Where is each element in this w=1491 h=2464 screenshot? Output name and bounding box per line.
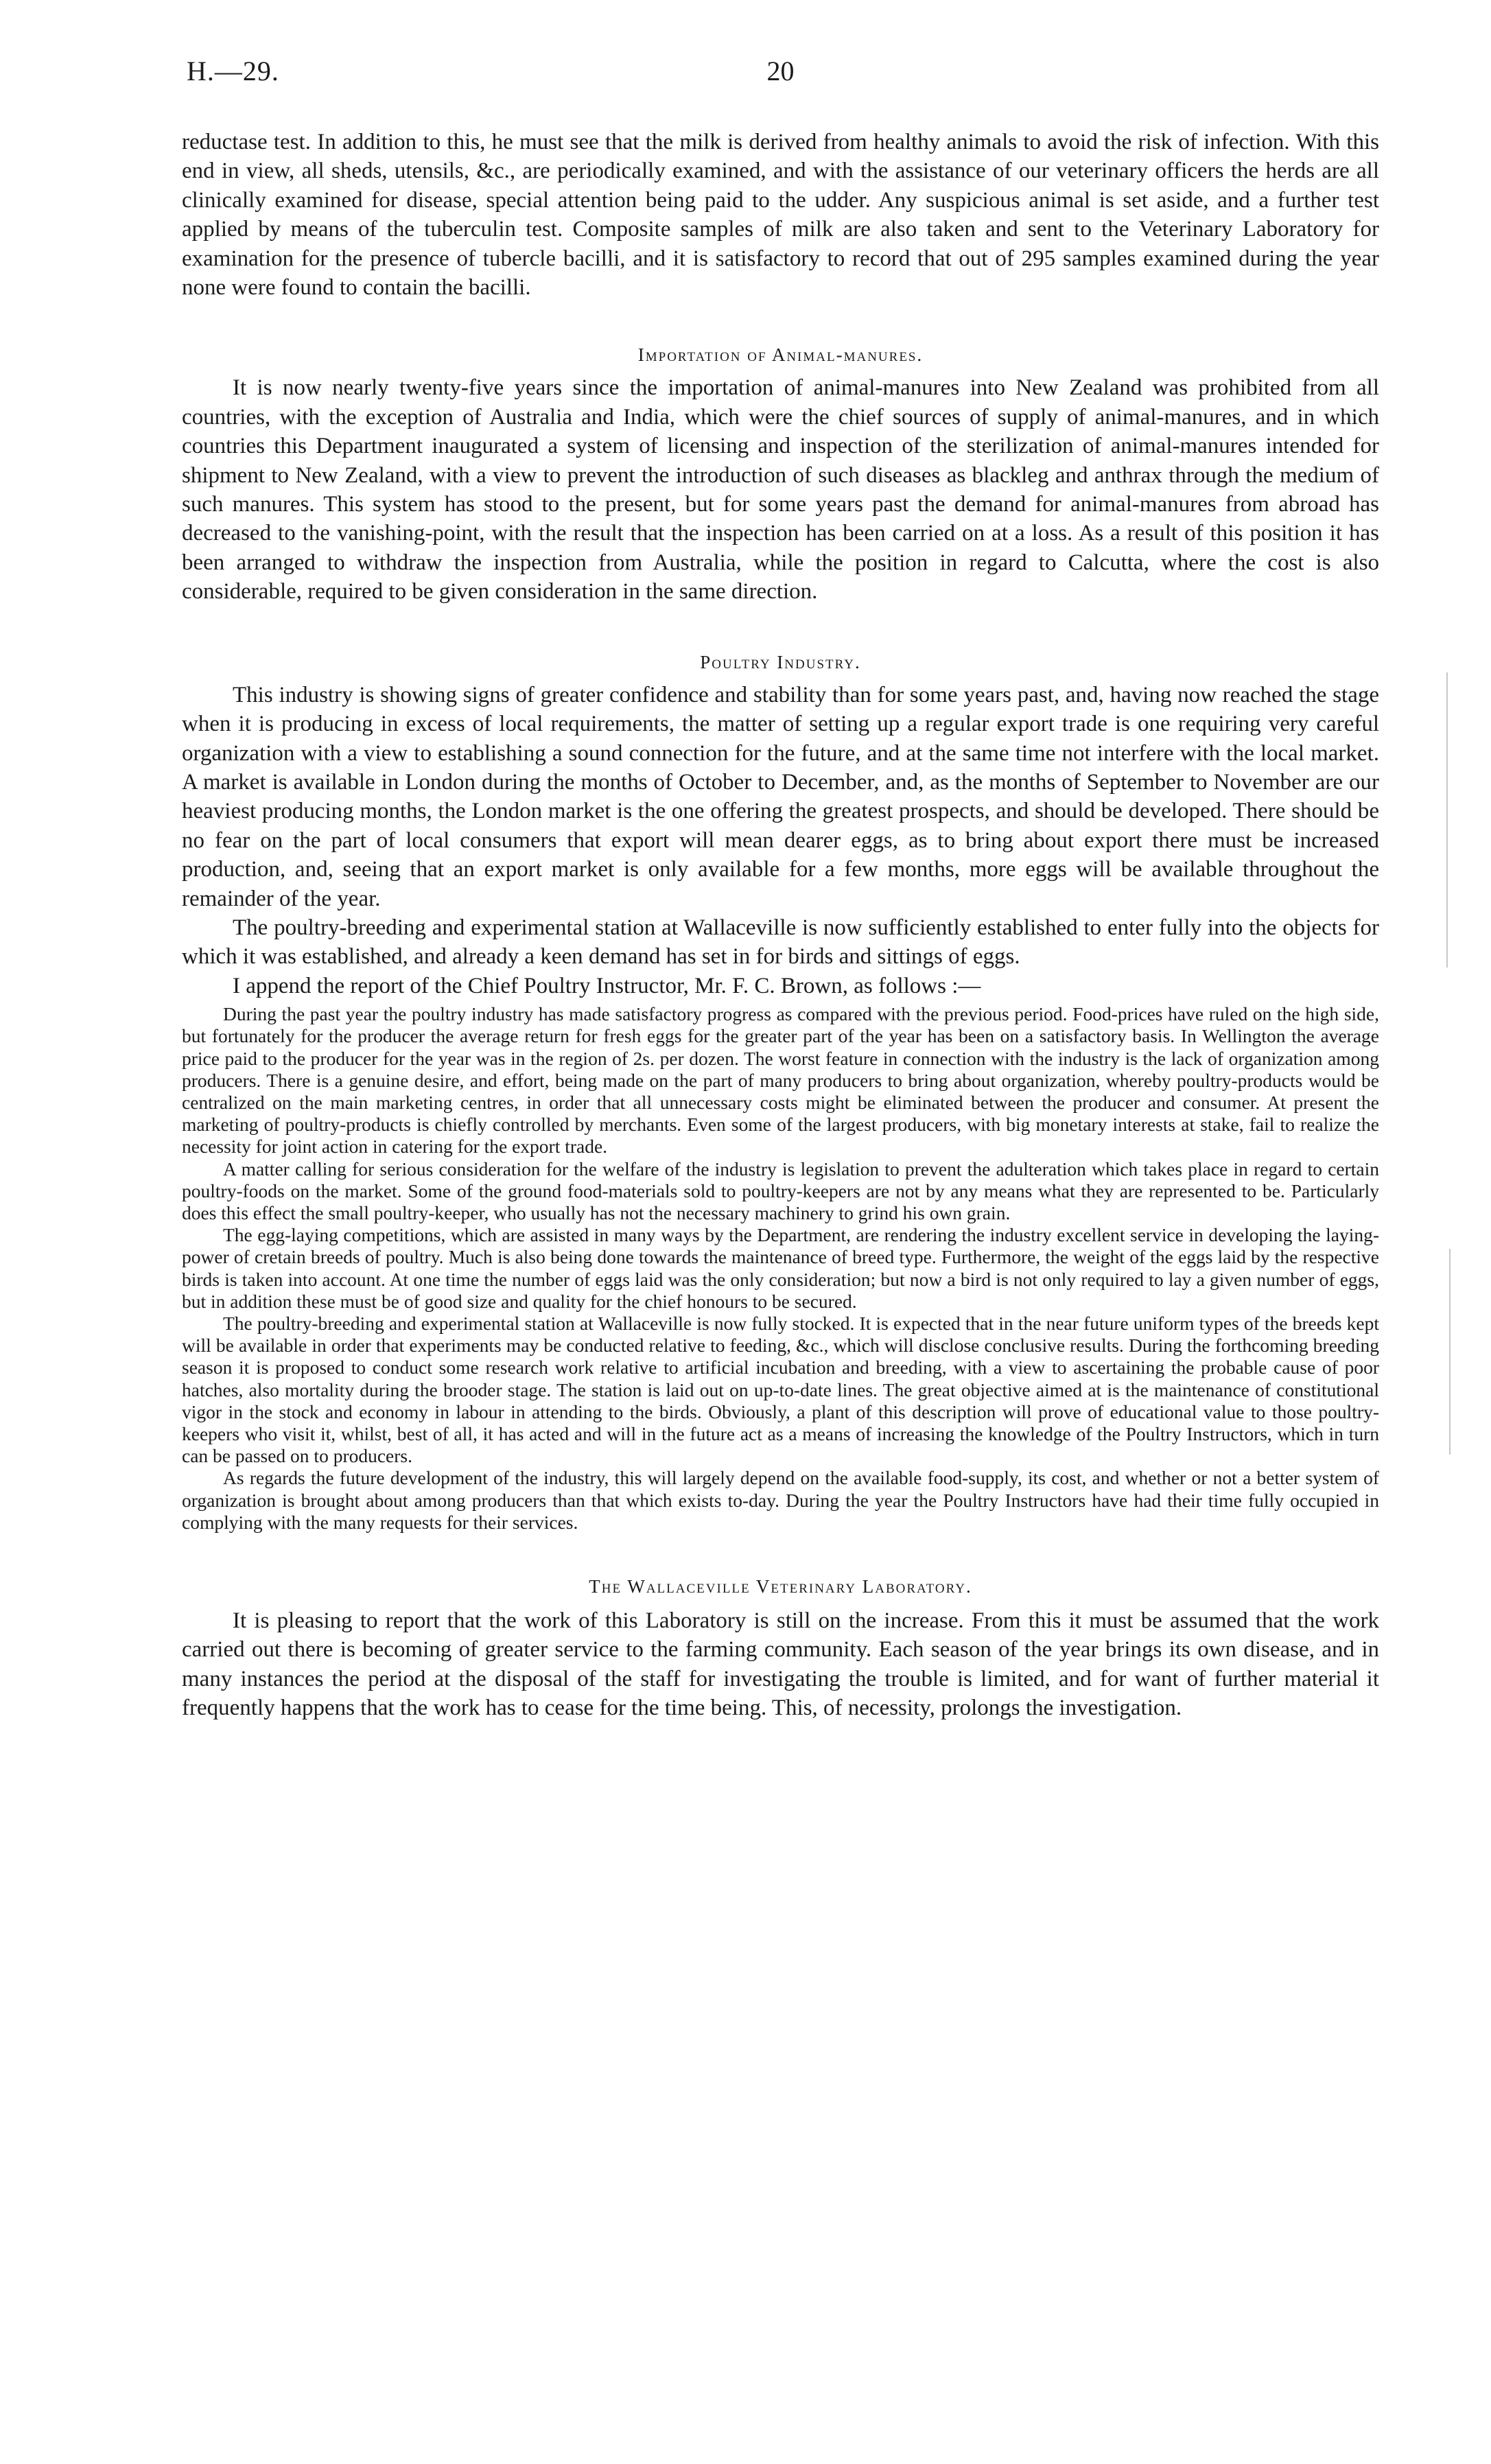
report-paragraph: As regards the future development of the industry, this will largely depend on the available food-supply, its cost, and whether or not a better system of organization is brought about among producers than that which exists to-day. During the year the Poultry Instructors have had their time fully occupied in complying with the many requests for their services. (182, 1467, 1379, 1533)
poultry-paragraph: The poultry-breeding and experimental station at Wallaceville is now sufficiently established to enter fully into the objects for which it was established, and already a keen demand has set in for birds and sittings of eggs. (182, 915, 1379, 970)
report-paragraph: A matter calling for serious consideration for the welfare of the industry is legislation to prevent the adulteration which takes place in regard to certain poultry-foods on the market. Some of the ground food-materials sold to poultry-keepers are not by any means what they are represented to be. Particularly does this effect the small poultry-keeper, who usually has not the necessary machinery to grind his own grain. (182, 1158, 1379, 1223)
page-number: 20 (766, 56, 795, 86)
instructor-report (182, 1003, 1379, 1534)
section-heading-laboratory: The Wallaceville Veterinary Laboratory. (589, 1576, 972, 1597)
intro-paragraph: reductase test. In addition to this, he must see that the milk is derived from healthy animals to avoid the risk of infection. With this end in view, all sheds, utensils, &c., are periodically examined, and with the assistance of our veterinary officers the herds are all clinically examined for disease, special attention being paid to the udder. Any suspicious animal is set aside, and a further test applied by means of the tuberculin test. Composite samples of milk are also taken and sent to the Veterinary Laboratory for examination for the presence of tubercle bacilli, and it is satisfactory to record that out of 295 samples examined during the year none were found to contain the bacilli. (182, 130, 1379, 301)
poultry-paragraph: I append the report of the Chief Poultry Instructor, Mr. F. C. Brown, as follows :— (233, 973, 981, 998)
animal-manures-paragraph: It is now nearly twenty-five years since the importation of animal-manures into New Zealand was prohibited from all countries, with the exception of Australia and India, which were the chief sources of supply of animal-manures, and in which countries this Department inaugurated a system of licensing and inspection of the sterilization of animal-manures intended for shipment to New Zealand, with a view to prevent the introduction of such diseases as blackleg and anthrax through the medium of such manures. This system has stood to the present, but for some years past the demand for animal-manures from abroad has decreased to the vanishing-point, with the result that the inspection has been carried on at a loss. As a result of this position it has been arranged to withdraw the inspection from Australia, while the position in regard to Calcutta, where the cost is also considerable, required to be given consideration in the same direction. (182, 375, 1379, 605)
laboratory-paragraph: It is pleasing to report that the work of this Laboratory is still on the increase. From this it must be assumed that the work carried out there is becoming of greater service to the farming community. Each season of the year brings its own disease, and in many instances the period at the disposal of the staff for investigating the trouble is limited, and for want of further material it frequently happens that the work has to cease for the time being. This, of necessity, prolongs the investigation. (182, 1608, 1379, 1721)
scan-margin-line (1449, 1249, 1451, 1455)
report-paragraph: The poultry-breeding and experimental station at Wallaceville is now fully stocked. It is expected that in the near future uniform types of the breeds kept will be available in order that experiments may be conducted relative to feeding, &c., which will disclose conclusive results. During the forthcoming breeding season it is proposed to conduct some research work relative to artificial incubation and breeding, with a view to ascertaining the probable cause of poor hatches, also mortality during the brooder stage. The station is laid out on up-to-date lines. The great objective aimed at is the maintenance of constitutional vigor in the stock and economy in labour in attending to the birds. Obviously, a plant of this description will prove of educational value to those poultry-keepers who visit it, whilst, best of all, it has acted and will in the future act as a means of increasing the knowledge of the Poultry Instructors, which in turn can be passed on to producers. (182, 1313, 1379, 1467)
report-paragraph: The egg-laying competitions, which are assisted in many ways by the Department, are rendering the industry excellent service in developing the laying-power of cretain breeds of poultry. Much is also being done towards the maintenance of breed type. Furthermore, the weight of the eggs laid by the respective birds is taken into account. At one time the number of eggs laid was the only consideration; but now a bird is not only required to lay a given number of eggs, but in addition these must be of good size and quality for the chief honours to be secured. (182, 1224, 1379, 1312)
section-heading-animal-manures: Importation of Animal-manures. (637, 344, 924, 366)
scan-margin-line (1446, 672, 1448, 967)
document-reference: H.—29. (187, 56, 279, 86)
report-paragraph: During the past year the poultry industry has made satisfactory progress as compared with the previous period. Food-prices have ruled on the high side, but fortunately for the producer the average return for fresh eggs for the greater part of the year has been on a satisfactory basis. In Wellington the average price paid to the producer for the year was in the region of 2s. per dozen. The worst feature in connection with the industry is the lack of organization among producers. There is a genuine desire, and effort, being made on the part of many producers to bring about organization, whereby poultry-products would be centralized on the main marketing centres, in order that all unnecessary costs might be eliminated between the producer and consumer. At present the marketing of poultry-products is chiefly controlled by merchants. Even some of the largest producers, with big monetary interests at stake, fail to realize the necessity for joint action in catering for the export trade. (182, 1003, 1379, 1158)
page-body (182, 88, 1379, 1723)
poultry-paragraph: This industry is showing signs of greater confidence and stability than for some years past, and, having now reached the stage when it is producing in excess of local requirements, the matter of setting up a regular export trade is one requiring very careful organization with a view to establishing a sound connection for the future, and at the same time not interfere with the local market. A market is available in London during the months of October to December, and, as the months of September to November are our heaviest producing months, the London market is the one offering the greatest prospects, and should be developed. There should be no fear on the part of local consumers that export will mean dearer eggs, as to bring about export there must be increased production, and, seeing that an export market is only available for a few months, more eggs will be available throughout the remainder of the year. (182, 682, 1379, 911)
section-heading-poultry: Poultry Industry. (700, 651, 861, 672)
